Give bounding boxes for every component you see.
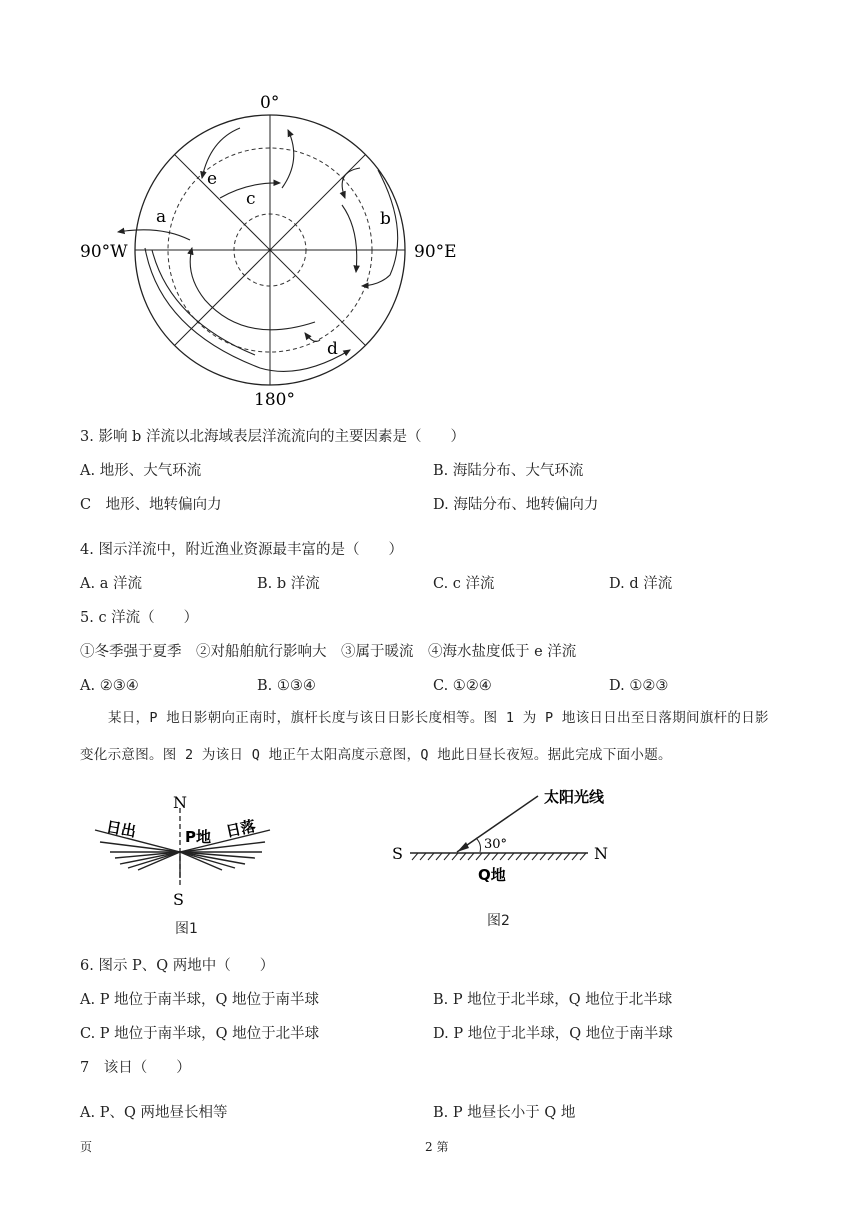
q5-option-a: A. ②③④	[80, 678, 139, 694]
footer-page-number: 2 第	[425, 1140, 449, 1154]
current-label-c: c	[246, 189, 256, 209]
fig1-label-n: N	[173, 793, 187, 812]
q6-option-c: C. P 地位于南半球，Q 地位于北半球	[80, 1026, 320, 1042]
fig2-ground-hatching	[412, 853, 586, 860]
q3-option-a: A. 地形、大气环流	[80, 463, 202, 479]
q3-option-d: D. 海陆分布、地转偏向力	[433, 497, 599, 513]
fig2-label-place: Q地	[478, 866, 506, 884]
q5-stem: 5. c 洋流（ ）	[80, 610, 199, 626]
passage-text: 某日，P 地日影朝向正南时，旗杆长度与该日日影长度相等。图 1 为 P 地该日日出至日落期间旗杆的日影变化示意图。图 2 为该日 Q 地正午太阳高度示意图，Q 地此日昼长夜短。据此完成下面小题。	[80, 710, 769, 763]
q4-option-d: D. d 洋流	[609, 576, 673, 592]
fig2-label-s: S	[392, 844, 403, 863]
current-arrow-d	[305, 333, 320, 341]
current-label-a: a	[156, 207, 167, 227]
footer-page-left: 页	[80, 1140, 93, 1154]
q5-statements: ①冬季强于夏季 ②对船舶航行影响大 ③属于暖流 ④海水盐度低于 e 洋流	[80, 644, 577, 660]
fig2-label-sunlight: 太阳光线	[544, 788, 605, 806]
q6-option-d: D. P 地位于北半球，Q 地位于南半球	[433, 1026, 673, 1042]
figure2-caption: 图2	[487, 913, 510, 929]
q3-option-b: B. 海陆分布、大气环流	[433, 463, 584, 479]
q7-stem: 7 该日（ ）	[80, 1060, 191, 1076]
label-90w: 90°W	[80, 242, 128, 262]
fig1-label-sunrise: 日出	[104, 817, 138, 841]
fig2-angle-arc	[476, 838, 481, 852]
ocean-current-polar-figure	[70, 85, 470, 415]
q3-option-c: C 地形、地转偏向力	[80, 497, 222, 513]
q4-stem: 4. 图示洋流中，附近渔业资源最丰富的是（ ）	[80, 542, 403, 558]
fig2-label-angle: 30°	[484, 837, 508, 852]
fig2-label-n: N	[594, 844, 608, 863]
current-arrow-top	[282, 130, 294, 188]
current-label-d: d	[327, 339, 338, 359]
fig1-label-place: P地	[185, 828, 211, 846]
label-0deg: 0°	[260, 93, 280, 113]
current-arrow-b-inner	[342, 205, 357, 272]
q5-option-c: C. ①②④	[433, 678, 492, 694]
q4-option-b: B. b 洋流	[257, 576, 320, 592]
q7-option-b: B. P 地昼长小于 Q 地	[433, 1105, 576, 1121]
current-arrow-a	[118, 230, 190, 240]
fig1-label-sunset: 日落	[224, 816, 258, 841]
current-arrow-inner-loop	[190, 248, 315, 330]
label-90e: 90°E	[414, 242, 457, 262]
label-180deg: 180°	[254, 390, 295, 410]
q7-option-a: A. P、Q 两地昼长相等	[80, 1105, 228, 1121]
current-label-b: b	[380, 209, 391, 229]
q4-option-a: A. a 洋流	[80, 576, 142, 592]
q4-option-c: C. c 洋流	[433, 576, 495, 592]
q5-option-b: B. ①③④	[257, 678, 316, 694]
fig2-ray-arrowhead	[457, 842, 469, 852]
current-arrow-west-outer	[145, 248, 350, 371]
q5-option-d: D. ①②③	[609, 678, 669, 694]
figure1-caption: 图1	[175, 921, 198, 937]
figure2-noon-sun-diagram	[385, 780, 635, 890]
current-label-e: e	[207, 169, 218, 189]
fig1-label-s: S	[173, 890, 184, 909]
current-arrow-b-outer	[342, 168, 360, 198]
q6-option-a: A. P 地位于南半球，Q 地位于南半球	[80, 992, 320, 1008]
q6-stem: 6. 图示 P、Q 两地中（ ）	[80, 958, 275, 974]
q3-stem: 3. 影响 b 洋流以北海域表层洋流流向的主要因素是（ ）	[80, 429, 465, 445]
q6-option-b: B. P 地位于北半球，Q 地位于北半球	[433, 992, 673, 1008]
